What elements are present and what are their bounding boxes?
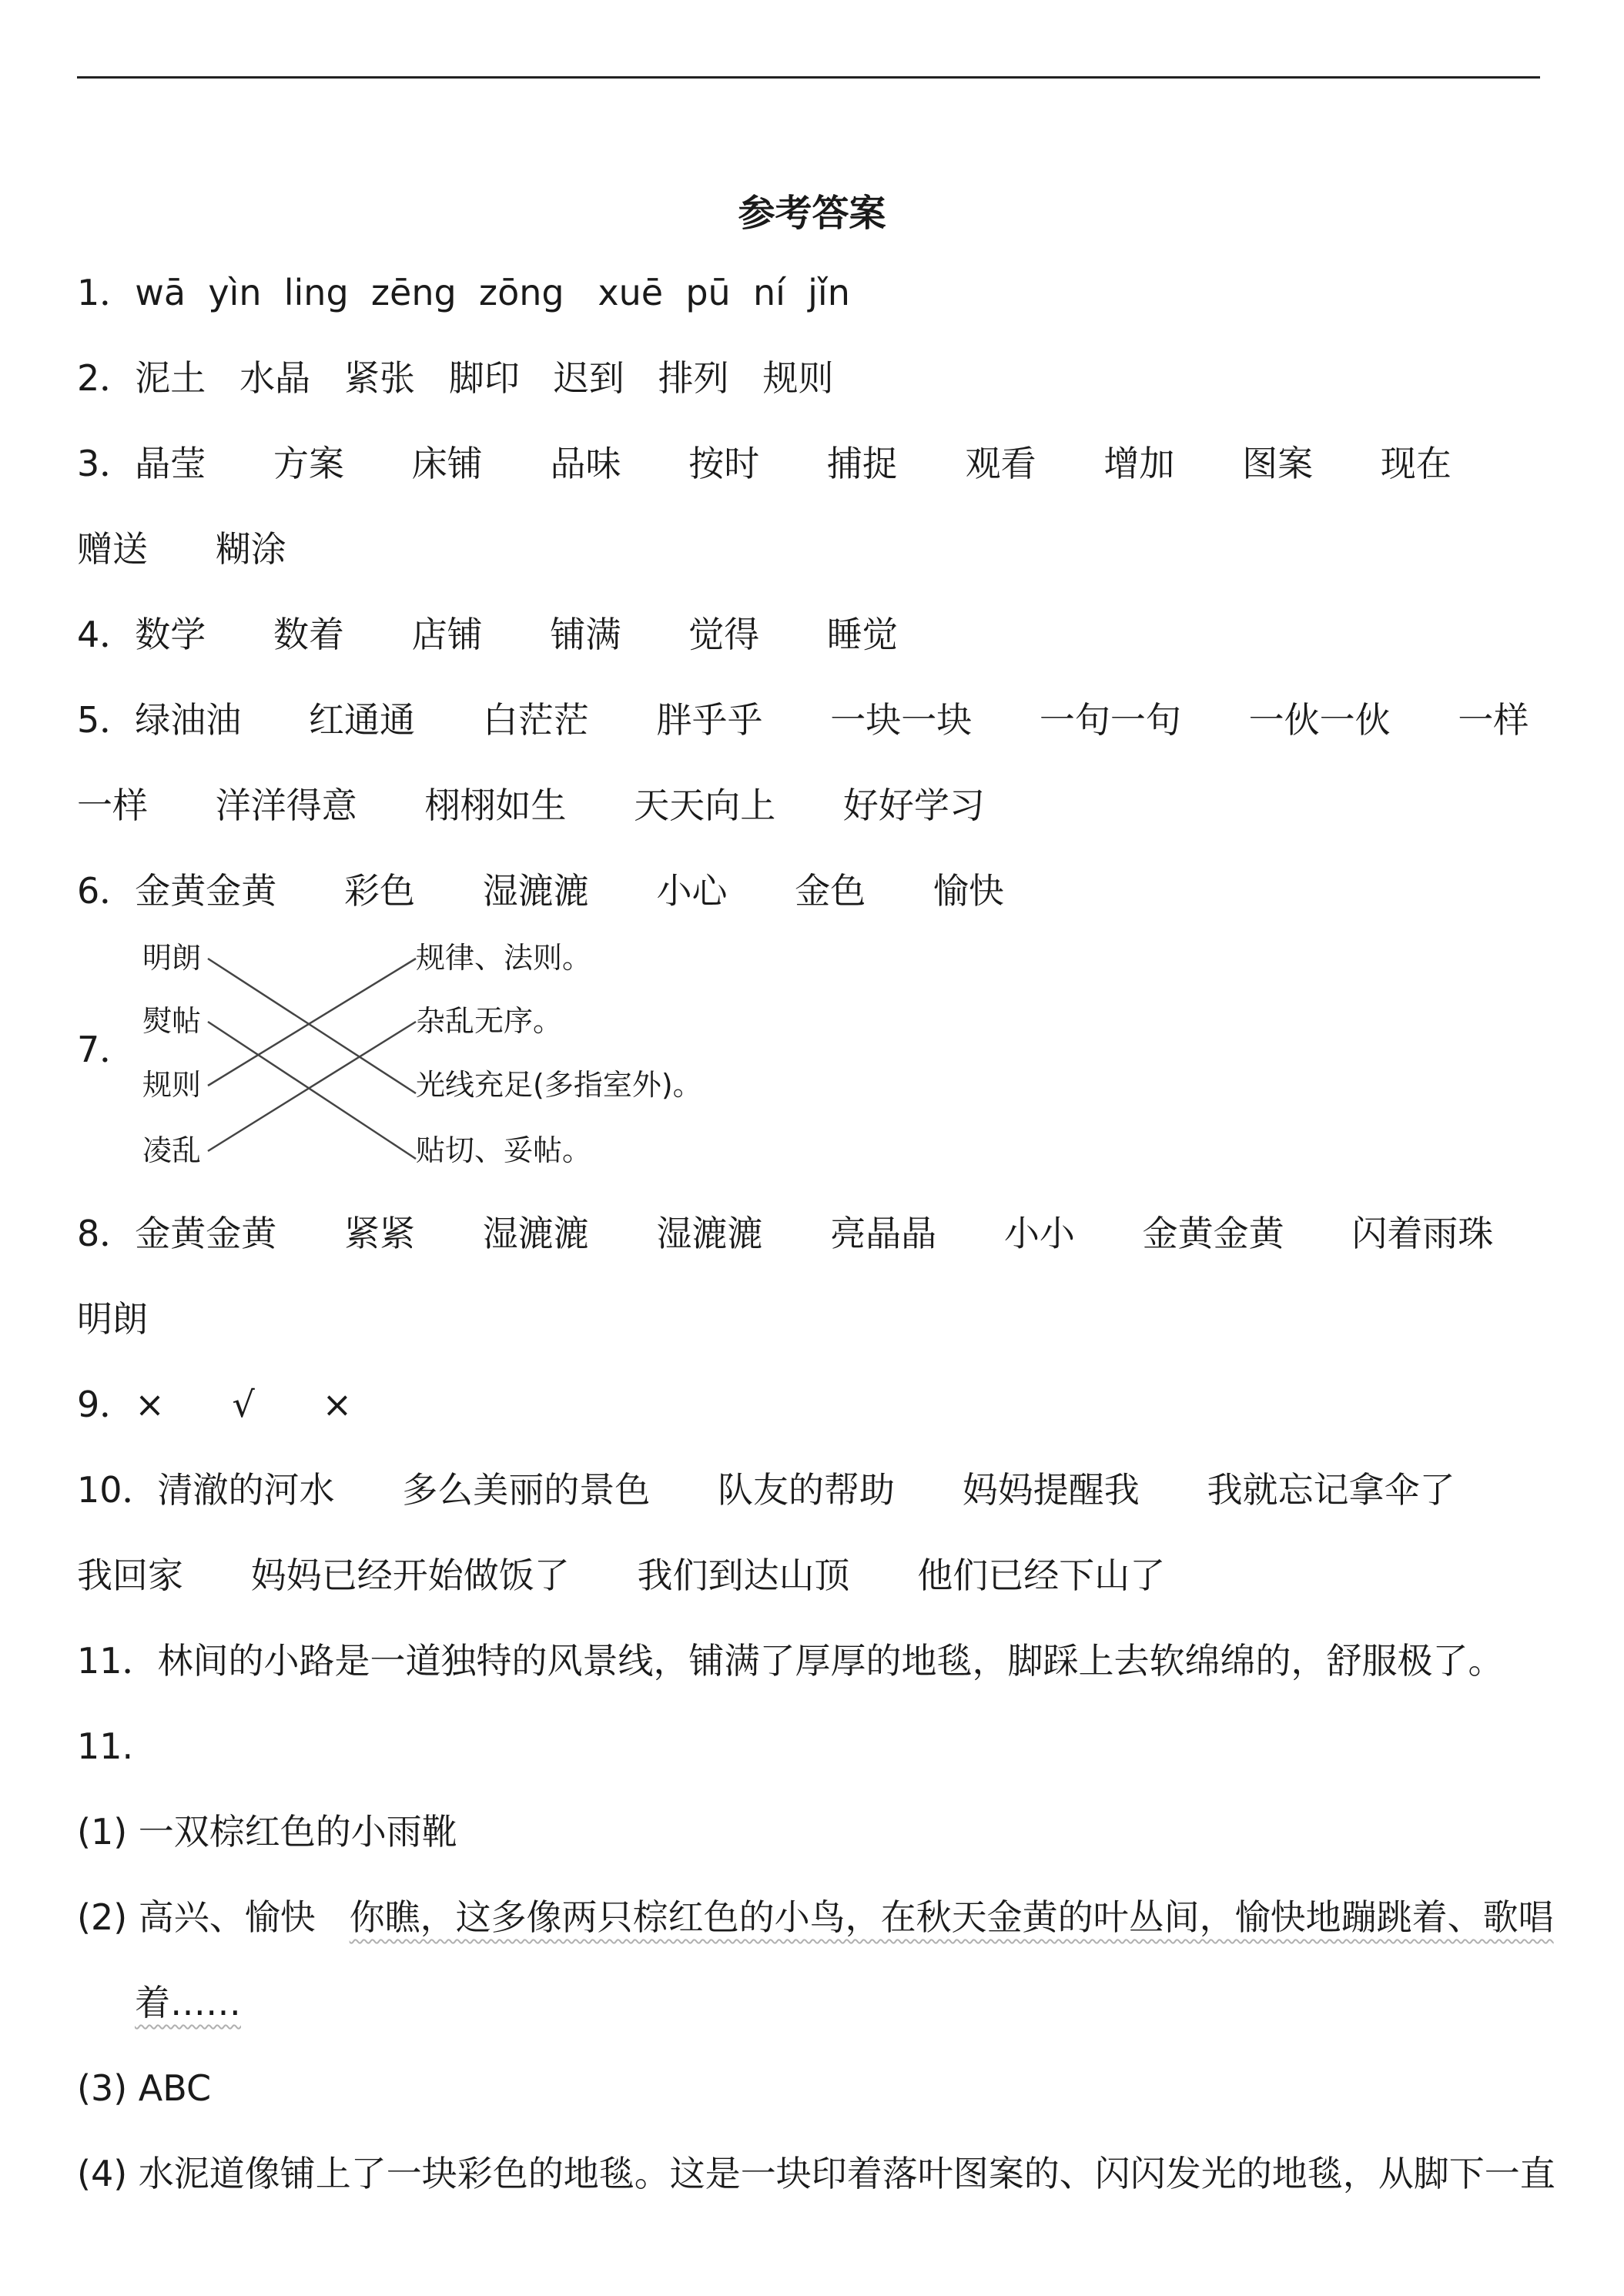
- sub-answer-2-continued: [135, 1980, 241, 2026]
- top-rule: [77, 76, 1540, 79]
- match-left-item: 规则: [142, 1068, 202, 1102]
- answer-5-line-1: 5．绿油油 红通通 白茫茫 胖乎乎 一块一块 一句一句 一伙一伙 一样: [77, 699, 1529, 741]
- sub-answer-2-prefix: (2) 高兴、愉快: [77, 1896, 350, 1938]
- page-title: 参考答案: [738, 192, 886, 235]
- answer-2: 2．泥土 水晶 紧张 脚印 迟到 排列 规则: [77, 357, 834, 399]
- answer-11: 11．林间的小路是一道独特的风景线，铺满了厚厚的地毯，脚踩上去软绵绵的，舒服极了。: [77, 1640, 1504, 1682]
- match-right-item: 规律、法则。: [416, 941, 592, 975]
- answer-3-line-2: 赠送 糊涂: [77, 528, 286, 570]
- answer-9: 9．× √ ×: [77, 1384, 353, 1425]
- sub-answer-3: (3) ABC: [77, 2067, 212, 2109]
- answer-7-matching: [77, 928, 770, 1182]
- answer-1: 1．wā yìn ling zēng zōng xuē pū ní jǐn: [77, 272, 850, 313]
- sub-answer-1: (1) 一双棕红色的小雨靴: [77, 1811, 457, 1853]
- answer-3-line-1: 3．晶莹 方案 床铺 品味 按时 捕捉 观看 增加 图案 现在: [77, 443, 1452, 484]
- match-left-item: 熨帖: [142, 1004, 202, 1038]
- answer-7-number: 7．: [77, 1029, 136, 1070]
- match-left-item: 明朗: [142, 941, 202, 975]
- sub-answer-4: (4) 水泥道像铺上了一块彩色的地毯。这是一块印着落叶图案的、闪闪发光的地毯，从脚下一直: [77, 2153, 1555, 2194]
- sub-answer-2-cont-text: 着……: [135, 1982, 241, 2023]
- answer-10-line-1: 10．清澈的河水 多么美丽的景色 队友的帮助 妈妈提醒我 我就忘记拿伞了: [77, 1469, 1455, 1511]
- answer-5-line-2: 一样 洋洋得意 栩栩如生 天天向上 好好学习: [77, 785, 985, 826]
- answer-4: 4．数学 数着 店铺 铺满 觉得 睡觉: [77, 614, 898, 655]
- answer-10-line-2: 我回家 妈妈已经开始做饭了 我们到达山顶 他们已经下山了: [77, 1555, 1166, 1596]
- answer-8-line-1: 8．金黄金黄 紧紧 湿漉漉 湿漉漉 亮晶晶 小小 金黄金黄 闪着雨珠: [77, 1213, 1494, 1254]
- match-right-item: 贴切、妥帖。: [416, 1133, 592, 1167]
- match-right-item: 光线充足(多指室外)。: [416, 1068, 702, 1102]
- sub-answer-2-underlined: 你瞧，这多像两只棕红色的小鸟，在秋天金黄的叶丛间，愉快地蹦跳着、歌唱: [349, 1896, 1554, 1938]
- answer-6: 6．金黄金黄 彩色 湿漉漉 小心 金色 愉快: [77, 870, 1004, 912]
- answer-11-second: 11.: [77, 1725, 134, 1767]
- answer-8-line-2: 明朗: [77, 1298, 148, 1340]
- match-left-item: 凌乱: [142, 1133, 202, 1167]
- match-right-item: 杂乱无序。: [416, 1004, 563, 1038]
- sub-answer-2: [77, 1894, 1554, 1940]
